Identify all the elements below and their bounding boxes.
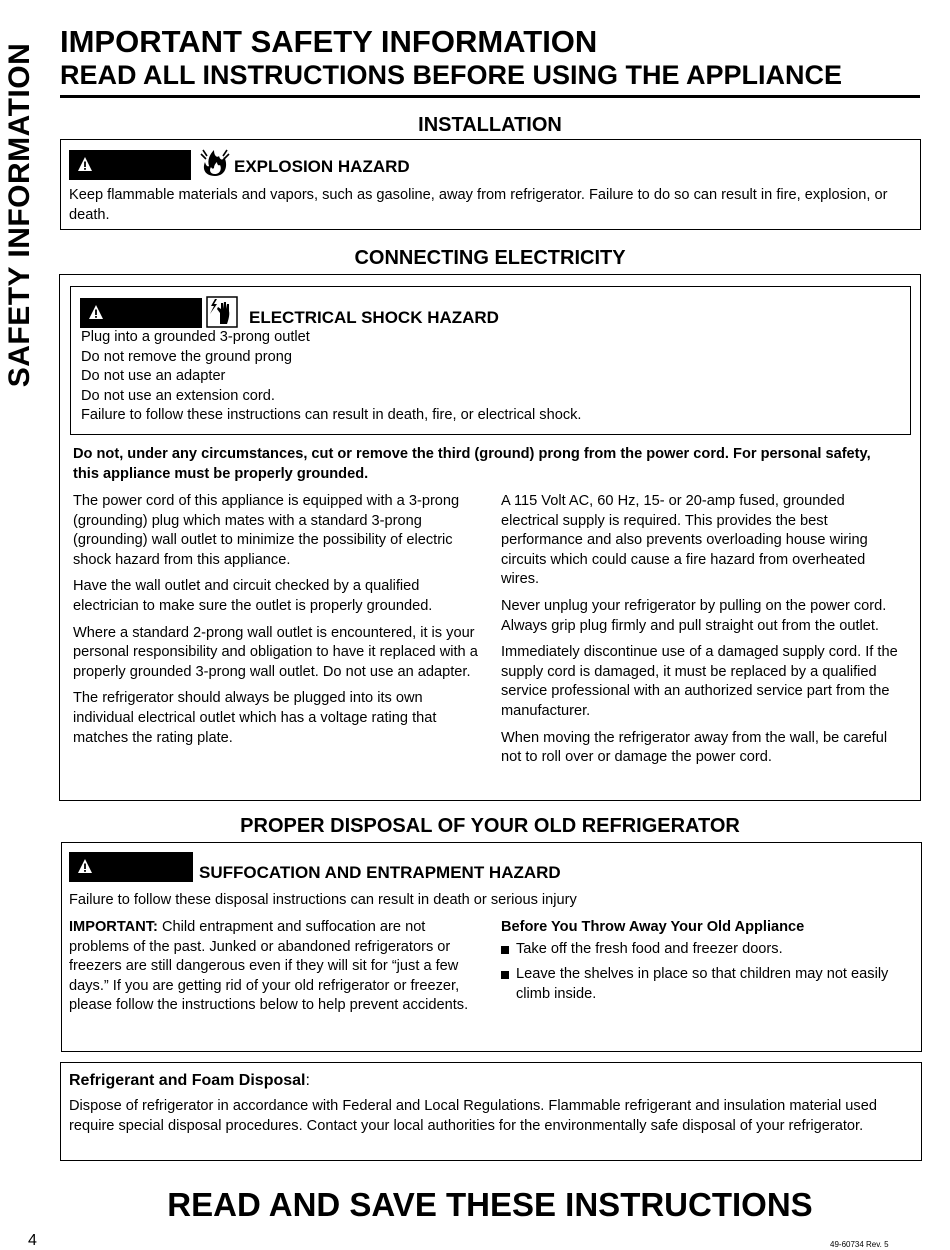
shock-line: Plug into a grounded 3-prong outlet	[81, 329, 310, 345]
disposal-before-section	[501, 918, 906, 1010]
electricity-right-column	[501, 492, 906, 775]
warning-signal-word	[69, 150, 191, 180]
refrigerant-heading	[69, 1071, 310, 1091]
page-subtitle: READ ALL INSTRUCTIONS BEFORE USING THE APPLIANCE	[60, 60, 843, 90]
disposal-important	[69, 918, 484, 1016]
bullet-square-icon	[501, 971, 509, 979]
danger-signal-word	[80, 298, 202, 328]
side-tab	[2, 30, 38, 400]
electricity-paragraph: A 115 Volt AC, 60 Hz, 15- or 20-amp fused, grounded electrical supply is required. This provides the best performance and also prevents overloading house wiring circuits which could cause a fire hazard from overheated wires.	[501, 493, 868, 588]
disposal-title: PROPER DISPOSAL OF YOUR OLD REFRIGERATOR	[240, 815, 740, 837]
electricity-paragraph: When moving the refrigerator away from the wall, be careful not to roll over or damage the power cord.	[501, 729, 888, 766]
suffocation-hazard-title: SUFFOCATION AND ENTRAPMENT HAZARD	[199, 863, 561, 882]
list-item	[501, 965, 906, 1004]
shock-hazard-title: ELECTRICAL SHOCK HAZARD	[249, 308, 499, 327]
electricity-left-column	[73, 492, 483, 755]
electricity-paragraph: Have the wall outlet and circuit checked by a qualified electrician to make sure the outlet is properly grounded.	[73, 578, 433, 614]
electricity-box	[59, 274, 921, 801]
page-title: IMPORTANT SAFETY INFORMATION	[60, 24, 598, 59]
installation-box	[60, 139, 921, 230]
warning-triangle-icon	[88, 304, 104, 320]
refrigerant-colon: :	[305, 1072, 310, 1089]
side-tab-label: SAFETY INFORMATION	[3, 42, 36, 388]
shock-line: Do not remove the ground prong	[81, 348, 292, 365]
footer-title: READ AND SAVE THESE INSTRUCTIONS	[167, 1186, 813, 1223]
shock-line: Do not use an adapter	[81, 368, 226, 385]
bullet-text: Take off the fresh food and freezer doors.	[516, 940, 783, 957]
header-rule	[60, 95, 920, 98]
list-item	[501, 940, 906, 960]
grounding-warning: Do not, under any circumstances, cut or remove the third (ground) prong from the power cord. For personal safety, this appliance must be properly grounded.	[73, 446, 871, 482]
before-title: Before You Throw Away Your Old Appliance	[501, 919, 805, 935]
electricity-title: CONNECTING ELECTRICITY	[354, 247, 626, 269]
disposal-intro: Failure to follow these disposal instructions can result in death or serious injury	[69, 892, 577, 908]
electricity-paragraph: The power cord of this appliance is equipped with a 3-prong (grounding) plug which mates with a standard 3-prong (grounding) wall outlet to minimize the possibility of electric shock hazard from this appliance.	[73, 493, 460, 568]
page-number: 4	[28, 1232, 37, 1249]
shock-line: Do not use an extension cord.	[81, 387, 275, 404]
warning-triangle-icon	[77, 858, 93, 874]
shock-hazard-lines	[81, 328, 906, 426]
warning-triangle-icon	[77, 156, 93, 172]
bullet-square-icon	[501, 946, 509, 954]
installation-text: Keep flammable materials and vapors, such as gasoline, away from refrigerator. Failure to do so can result in fire, explosion, or death.	[69, 187, 888, 223]
installation-title: INSTALLATION	[418, 114, 562, 136]
electricity-paragraph: Where a standard 2-prong wall outlet is encountered, it is your personal responsibility and obligation to have it replaced with a properly grounded 3-prong wall outlet. Do not use an adapter.	[73, 624, 478, 680]
refrigerant-box	[60, 1062, 922, 1161]
shock-line: Failure to follow these instructions can result in death, fire, or electrical shock.	[81, 407, 582, 424]
electricity-paragraph: Never unplug your refrigerator by pulling on the power cord. Always grip plug firmly and pull straight out from the outlet.	[501, 597, 887, 634]
important-label: IMPORTANT:	[69, 919, 158, 935]
flame-icon	[199, 148, 231, 178]
document-code: 49-60734 Rev. 5	[830, 1240, 889, 1249]
electric-shock-icon	[206, 296, 238, 328]
important-text: Child entrapment and suffocation are not problems of the past. Junked or abandoned refrigerators or freezers are still dangerous even if they will sit for “just a few days.” If you are getting rid of your old refrigerator or freezer, please follow the instructions below to help prevent accidents.	[69, 919, 469, 1014]
shock-hazard-box	[70, 286, 911, 435]
refrigerant-text: Dispose of refrigerator in accordance with Federal and Local Regulations. Flammable refrigerant and insulation material used require special disposal procedures. Contact your local authorities for the environmentally safe disposal of your refrigerator.	[69, 1098, 877, 1134]
electricity-paragraph: Immediately discontinue use of a damaged supply cord. If the supply cord is damaged, it must be replaced by a qualified service professional with an authorized service part from the manufacturer.	[501, 644, 898, 719]
refrigerant-title: Refrigerant and Foam Disposal	[69, 1072, 306, 1089]
disposal-box	[61, 842, 922, 1052]
explosion-hazard-title: EXPLOSION HAZARD	[234, 157, 410, 176]
electricity-paragraph: The refrigerator should always be plugged into its own individual electrical outlet which has a voltage rating that matches the rating plate.	[73, 690, 437, 746]
bullet-text: Leave the shelves in place so that children may not easily climb inside.	[516, 966, 889, 1002]
warning-signal-word	[69, 852, 193, 882]
